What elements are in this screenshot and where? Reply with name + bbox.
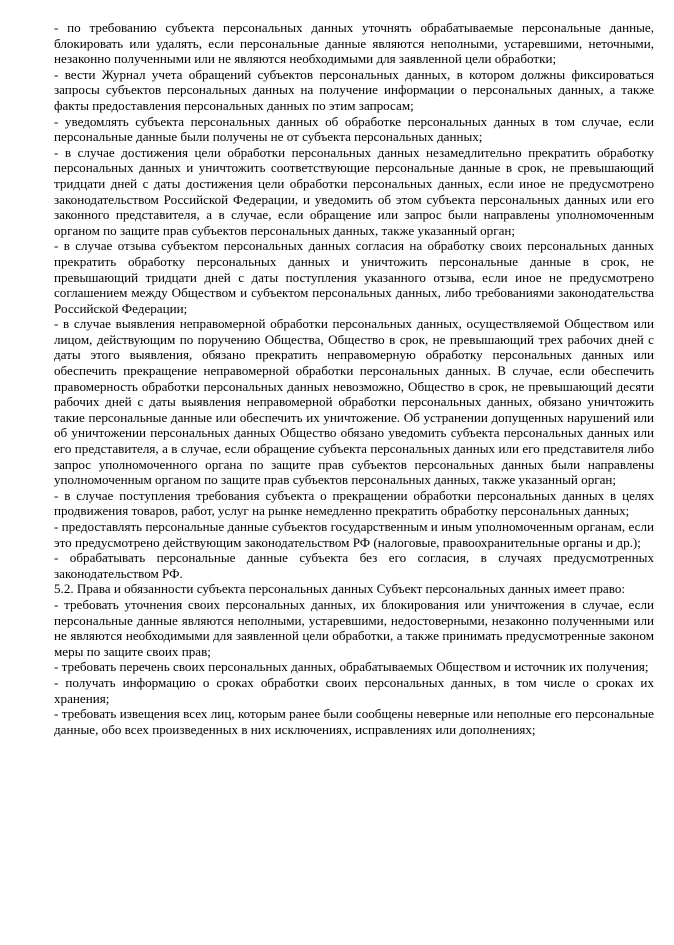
paragraph-demand-clarification: - требовать уточнения своих персональных данных, их блокирования или уничтожения в случае, если персональные данные являются неполными, устаревшими, недостоверными, незаконно полученными или не являются необходимыми для заявленной цели обработки, а также принимать предусмотренные законом меры по защите своих прав; — [54, 596, 654, 659]
paragraph-provide-to-authorities: - предоставлять персональные данные субъектов государственным и иным уполномоченным органам, если это предусмотрено действующим законодательством РФ (налоговые, правоохранительные органы и др.); — [54, 519, 654, 550]
paragraph-consent-withdrawal: - в случае отзыва субъектом персональных данных согласия на обработку своих персональных данных прекратить обработку персональных данных и уничтожить персональные данные в срок, не превышающий тридцати дней с даты поступления указанного отзыва, если иное не предусмотрено соглашением между Обществом и субъектом персональных данных, либо требованиями законодательства Российской Федерации; — [54, 238, 654, 316]
document-page — [54, 20, 654, 737]
paragraph-notify-subject: - уведомлять субъекта персональных данных об обработке персональных данных в том случае, если персональные данные были получены не от субъекта персональных данных; — [54, 113, 654, 145]
paragraph-notify-recipients: - требовать извещения всех лиц, которым ранее были сообщены неверные или неполные его персональные данные, обо всех произведенных в них исключениях, исправлениях или дополнениях; — [54, 706, 654, 737]
paragraph-unlawful-processing: - в случае выявления неправомерной обработки персональных данных, осуществляемой Обществом или лицом, действующим по поручению Общества, Общество в срок, не превышающий трех рабочих дней с даты этого выявления, обязано прекратить неправомерную обработку персональных данных или обеспечить прекращение неправомерной обработки персональных данных. В случае, если обеспечить правомерность обработки персональных данных невозможно, Общество в срок, не превышающий десяти рабочих дней с даты выявления неправомерной обработки персональных данных, обязано уничтожить такие персональные данные или обеспечить их уничтожение. Об устранении допущенных нарушений или об уничтожении персональных данных Общество обязано уведомить субъекта персональных данных или его представителя, а в случае, если обращение субъекта персональных данных или его представителя либо запрос уполномоченного органа по защите прав субъектов персональных данных были направлены уполномоченным органом по защите прав субъектов персональных данных, также указанный орган; — [54, 316, 654, 488]
paragraph-clarify-data: - по требованию субъекта персональных данных уточнять обрабатываемые персональные данные, блокировать или удалять, если персональные данные являются неполными, устаревшими, неточными, незаконно полученными или не являются необходимыми для заявленной цели обработки; — [54, 20, 654, 67]
paragraph-request-journal: - вести Журнал учета обращений субъектов персональных данных, в котором должны фиксироваться запросы субъектов персональных данных на получение информации о персональных данных, а также факты предоставления персональных данных по этим запросам; — [54, 66, 654, 113]
paragraph-purpose-achieved: - в случае достижения цели обработки персональных данных незамедлительно прекратить обработку персональных данных и уничтожить соответствующие персональные данные в срок, не превышающий тридцати дней с даты достижения цели обработки персональных данных, если иное не предусмотрено законодательством Российской Федерации, и уведомить об этом субъекта персональных данных или его законного представителя, а в случае, если обращение или запрос были направлены уполномоченным органом по защите прав субъектов персональных данных, также указанный орган; — [54, 144, 654, 238]
paragraph-marketing-stop: - в случае поступления требования субъекта о прекращении обработки персональных данных в целях продвижения товаров, работ, услуг на рынке немедленно прекратить обработку персональных данных; — [54, 487, 654, 519]
section-5-2-heading: 5.2. Права и обязанности субъекта персональных данных Субъект персональных данных имеет право: — [54, 581, 626, 597]
paragraph-demand-list: - требовать перечень своих персональных данных, обрабатываемых Обществом и источник их получения; — [54, 659, 649, 675]
paragraph-processing-terms: - получать информацию о сроках обработки своих персональных данных, в том числе о сроках их хранения; — [54, 674, 654, 706]
paragraph-process-without-consent: - обрабатывать персональные данные субъекта без его согласия, в случаях предусмотренных законодательством РФ. — [54, 550, 654, 581]
